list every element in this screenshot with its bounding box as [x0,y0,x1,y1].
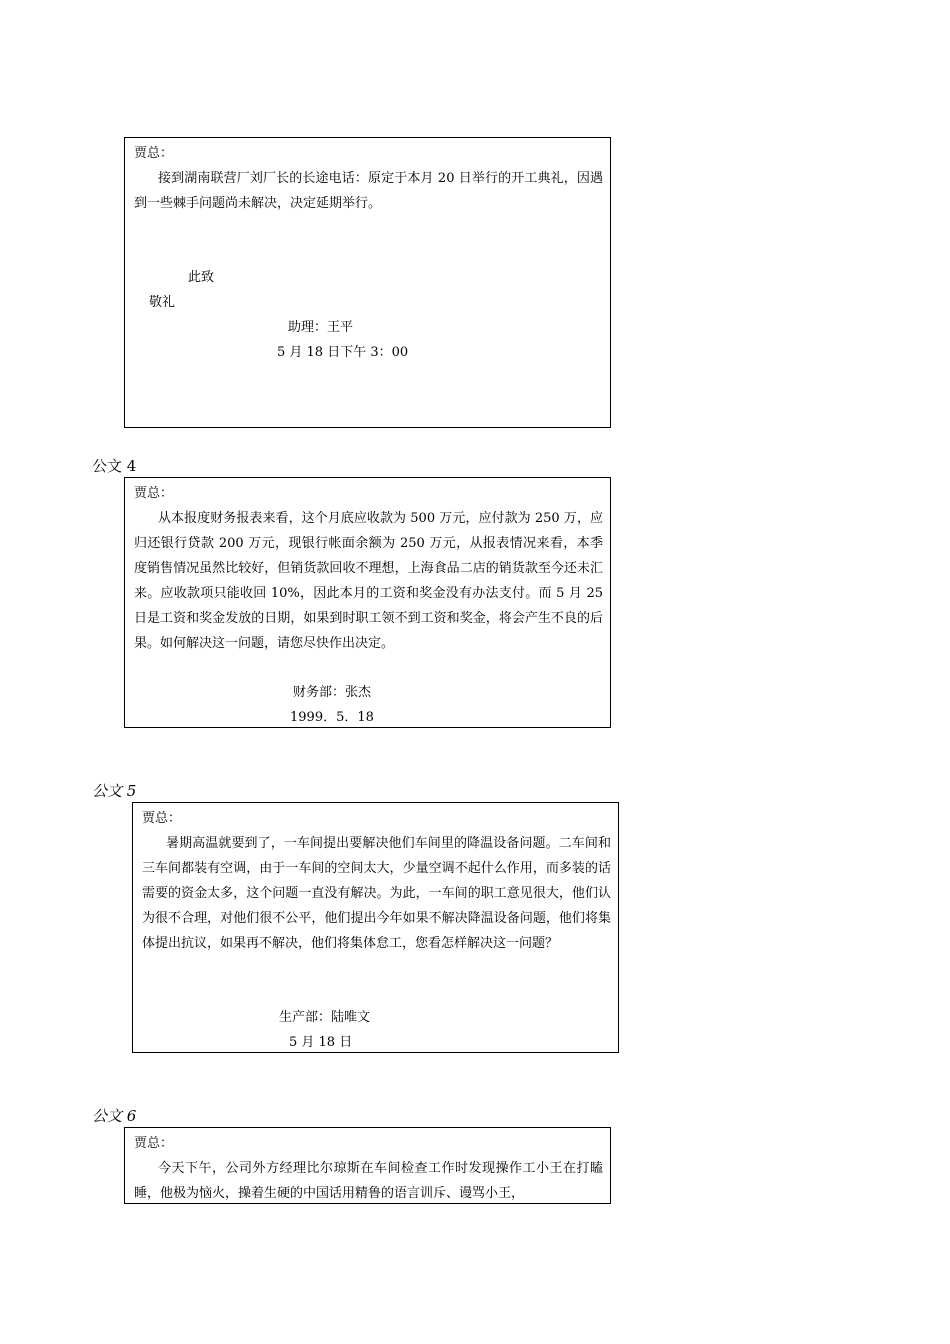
memo-5-label: 公文 5 [92,782,137,800]
memo-5-date: 5 月 18 日 [289,1035,353,1050]
memo-3-body: 接到湖南联营厂刘厂长的长途电话：原定于本月 20 日举行的开工典礼，因遇到一些棘手问题尚未解决，决定延期举行。 [134,171,603,211]
memo-3-signer: 助理：王平 [288,320,354,335]
memo-5-body: 暑期高温就要到了，一车间提出要解决他们车间里的降温设备问题。二车间和三车间都装有空调，由于一车间的空间太大，少量空调不起什么作用，而多装的话需要的资金太多，这个问题一直没有解决。为此，一车间的职工意见很大，他们认为很不合理，对他们很不公平，他们提出今年如果不解决降温设备问题，他们将集体提出抗议，如果再不解决，他们将集体怠工，您看怎样解决这一问题？ [142,836,611,951]
memo-4-salutation: 贾总： [134,486,174,501]
memo-6-salutation: 贾总： [134,1136,174,1151]
memo-4-box [124,477,611,728]
memo-6-box [124,1127,611,1204]
memo-4-label: 公文 4 [92,457,137,475]
memo-4-body: 从本报度财务报表来看，这个月底应收款为 500 万元，应付款为 250 万，应归还银行贷款 200 万元，现银行帐面余额为 250 万元，从报表情况来看，本季度销售情况虽然比较好，但销货款回收不理想，上海食品二店的销货款至今还未汇来。应收款项只能收回 10%，因此本月的工资和奖金没有办法支付。而 5 月 25 日是工资和奖金发放的日期，如果到时职工领不到工资和奖金，将会产生不良的后果。如何解决这一问题，请您尽快作出决定。 [134,511,603,651]
memo-5-box [132,802,619,1053]
memo-3-date: 5 月 18 日下午 3：00 [277,345,409,360]
memo-3-salutation: 贾总： [134,146,174,161]
memo-4-signer: 财务部：张杰 [293,685,372,700]
memo-3-closing-jingli: 敬礼 [149,295,176,310]
memo-4-date: 1999．5．18 [290,710,374,725]
memo-5-salutation: 贾总： [142,811,182,826]
memo-3-box [124,137,611,428]
memo-3-closing-cizhi: 此致 [188,270,215,285]
memo-5-signer: 生产部：陆唯文 [279,1010,371,1025]
memo-6-body: 今天下午，公司外方经理比尔琼斯在车间检查工作时发现操作工小王在打瞌睡，他极为恼火，操着生硬的中国话用精鲁的语言训斥、谩骂小王， [134,1161,603,1201]
memo-6-label: 公文 6 [92,1107,137,1125]
